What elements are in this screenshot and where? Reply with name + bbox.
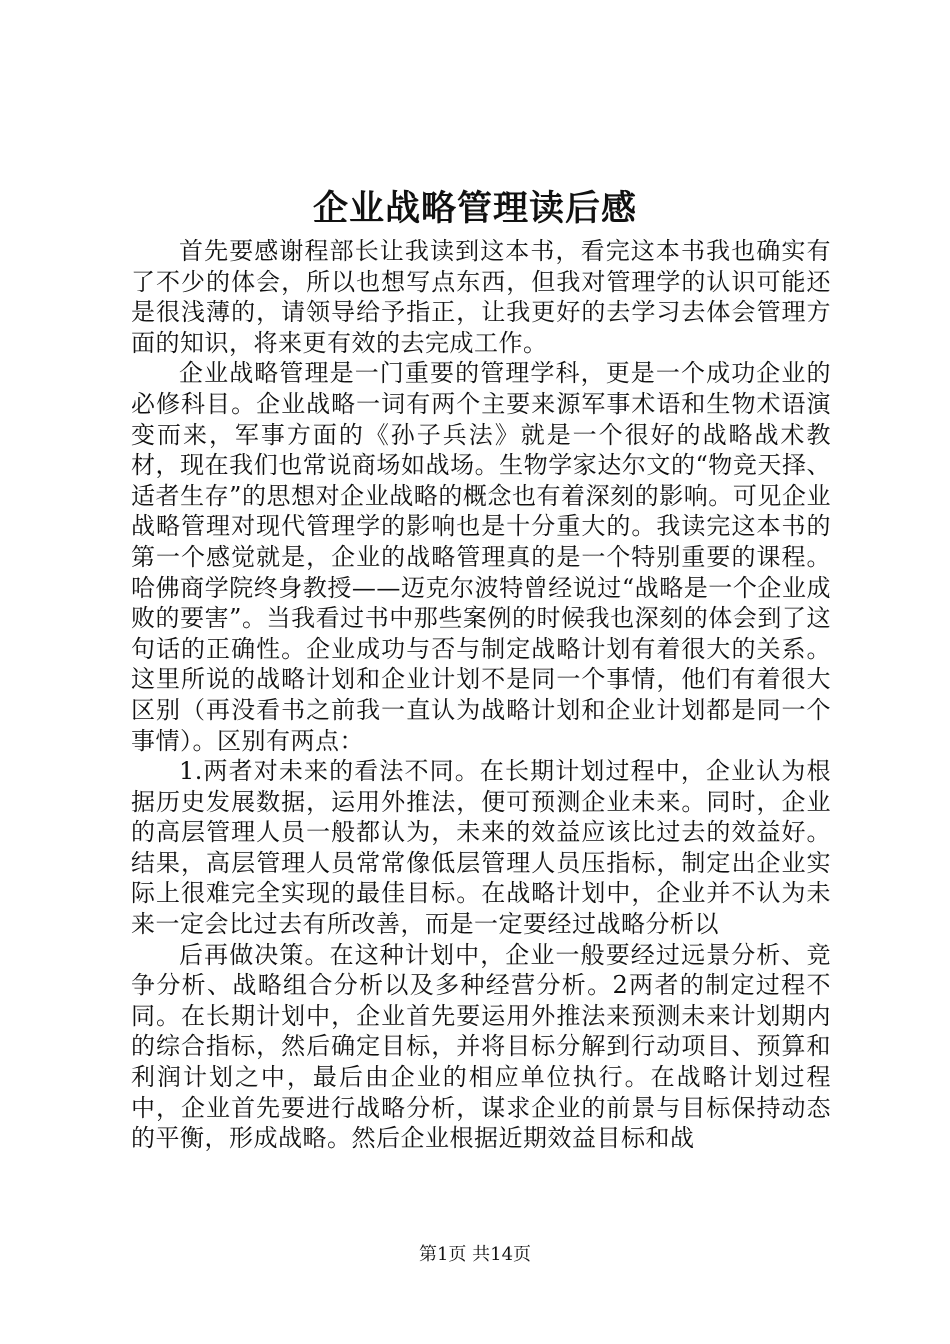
document-body	[131, 236, 831, 1154]
document-title: 企业战略管理读后感	[312, 188, 637, 229]
paragraph: 1.两者对未来的看法不同。在长期计划过程中，企业认为根据历史发展数据，运用外推法，便可预测企业未来。同时，企业的高层管理人员一般都认为，未来的效益应该比过去的效益好。结果，高层管理人员常常像低层管理人员压指标，制定出企业实际上很难完全实现的最佳目标。在战略计划中，企业并不认为未来一定会比过去有所改善，而是一定要经过战略分析以	[131, 757, 831, 939]
paragraph: 后再做决策。在这种计划中，企业一般要经过远景分析、竞争分析、战略组合分析以及多种经营分析。2两者的制定过程不同。在长期计划中，企业首先要运用外推法来预测未来计划期内的综合指标，然后确定目标，并将目标分解到行动项目、预算和利润计划之中，最后由企业的相应单位执行。在战略计划过程中，企业首先要进行战略分析，谋求企业的前景与目标保持动态的平衡，形成战略。然后企业根据近期效益目标和战	[131, 940, 831, 1153]
paragraph: 企业战略管理是一门重要的管理学科，更是一个成功企业的必修科目。企业战略一词有两个主要来源军事术语和生物术语演变而来，军事方面的《孙子兵法》就是一个很好的战略战术教材，现在我们也常说商场如战场。生物学家达尔文的“物竞天择、适者生存”的思想对企业战略的概念也有着深刻的影响。可见企业战略管理对现代管理学的影响也是十分重大的。我读完这本书的第一个感觉就是，企业的战略管理真的是一个特别重要的课程。哈佛商学院终身教授——迈克尔波特曾经说过“战略是一个企业成败的要害”。当我看过书中那些案例的时候我也深刻的体会到了这句话的正确性。企业成功与否与制定战略计划有着很大的关系。这里所说的战略计划和企业计划不是同一个事情，他们有着很大区别（再没看书之前我一直认为战略计划和企业计划都是同一个事情）。区别有两点：	[131, 359, 831, 755]
paragraph: 首先要感谢程部长让我读到这本书，看完这本书我也确实有了不少的体会，所以也想写点东西，但我对管理学的认识可能还是很浅薄的，请领导给予指正，让我更好的去学习去体会管理方面的知识，将来更有效的去完成工作。	[131, 237, 831, 357]
page-number-footer: 第1页 共14页	[418, 1244, 532, 1265]
